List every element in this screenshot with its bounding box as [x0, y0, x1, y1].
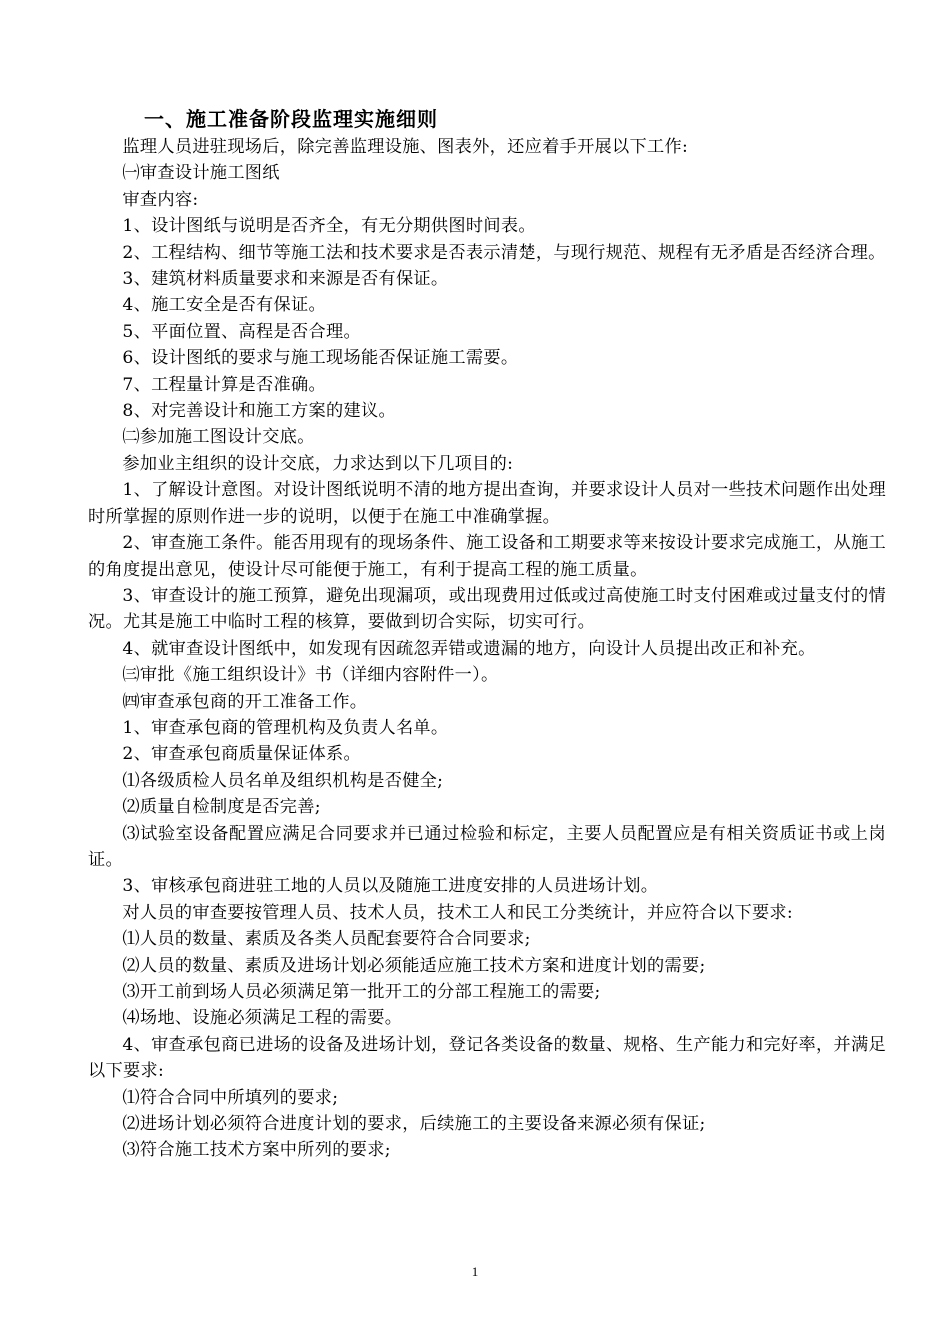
paragraph: 3、审核承包商进驻工地的人员以及随施工进度安排的人员进场计划。	[122, 876, 659, 897]
paragraph: ⑴各级质检人员名单及组织机构是否健全;	[122, 770, 444, 791]
paragraph: 参加业主组织的设计交底，力求达到以下几项目的:	[122, 453, 514, 474]
paragraph: ㈠审查设计施工图纸	[122, 163, 280, 184]
paragraph: ⑴人员的数量、素质及各类人员配套要符合合同要求;	[122, 929, 531, 950]
paragraph: ⑵质量自检制度是否完善;	[122, 797, 321, 818]
paragraph: ⑶符合施工技术方案中所列的要求;	[122, 1140, 391, 1161]
paragraph: 1、了解设计意图。对设计图纸说明不清的地方提出查询，并要求设计人员对一些技术问题作出处理时所掌握的原则作进一步的说明，以便于在施工中准确掌握。	[88, 480, 886, 527]
paragraph: ㈡参加施工图设计交底。	[122, 427, 315, 448]
paragraph: 8、对完善设计和施工方案的建议。	[122, 401, 396, 422]
paragraph: 5、平面位置、高程是否合理。	[122, 321, 361, 342]
paragraph: 4、施工安全是否有保证。	[122, 295, 326, 316]
paragraph: 7、工程量计算是否准确。	[122, 374, 326, 395]
page-number: 1	[471, 1264, 479, 1279]
paragraph: 6、设计图纸的要求与施工现场能否保证施工需要。	[122, 348, 519, 369]
paragraph: ㈢审批《施工组织设计》书（详细内容附件一）。	[122, 665, 499, 686]
paragraph: 2、审查施工条件。能否用现有的现场条件、施工设备和工期要求等来按设计要求完成施工，从施工的角度提出意见，使设计尽可能便于施工，有利于提高工程的施工质量。	[88, 533, 886, 580]
paragraph: ⑷场地、设施必须满足工程的需要。	[122, 1008, 403, 1029]
paragraph: 3、建筑材料质量要求和来源是否有保证。	[122, 269, 449, 290]
paragraph: 3、审查设计的施工预算，避免出现漏项，或出现费用过低或过高使施工时支付困难或过量支付的情况。尤其是施工中临时工程的核算，要做到切合实际，切实可行。	[88, 585, 886, 633]
paragraph: 监理人员进驻现场后，除完善监理设施、图表外，还应着手开展以下工作:	[122, 137, 689, 157]
paragraph: 1、设计图纸与说明是否齐全，有无分期供图时间表。	[122, 216, 536, 237]
document-body	[88, 134, 886, 1164]
paragraph: ⑶试验室设备配置应满足合同要求并已通过检验和标定，主要人员配置应是有相关资质证书或上岗证。	[88, 823, 886, 870]
section-title: 一、施工准备阶段监理实施细则	[144, 107, 438, 131]
paragraph: ㈣审查承包商的开工准备工作。	[122, 691, 368, 712]
paragraph: 对人员的审查要按管理人员、技术人员，技术工人和民工分类统计，并应符合以下要求:	[122, 902, 794, 923]
paragraph: ⑶开工前到场人员必须满足第一批开工的分部工程施工的需要;	[122, 982, 601, 1002]
paragraph: 4、审查承包商已进场的设备及进场计划，登记各类设备的数量、规格、生产能力和完好率，并满足以下要求:	[88, 1034, 886, 1082]
paragraph: 审查内容:	[122, 189, 199, 210]
paragraph: 2、审查承包商质量保证体系。	[122, 744, 361, 765]
paragraph: ⑵人员的数量、素质及进场计划必须能适应施工技术方案和进度计划的需要;	[122, 955, 706, 976]
paragraph: 2、工程结构、细节等施工法和技术要求是否表示清楚，与现行规范、规程有无矛盾是否经济合理。	[122, 242, 886, 263]
paragraph: ⑵进场计划必须符合进度计划的要求，后续施工的主要设备来源必须有保证;	[122, 1114, 706, 1135]
paragraph: 4、就审查设计图纸中，如发现有因疏忽弄错或遗漏的地方，向设计人员提出改正和补充。	[122, 638, 816, 659]
paragraph: 1、审查承包商的管理机构及负责人名单。	[122, 717, 449, 738]
paragraph: ⑴符合合同中所填列的要求;	[122, 1087, 339, 1108]
